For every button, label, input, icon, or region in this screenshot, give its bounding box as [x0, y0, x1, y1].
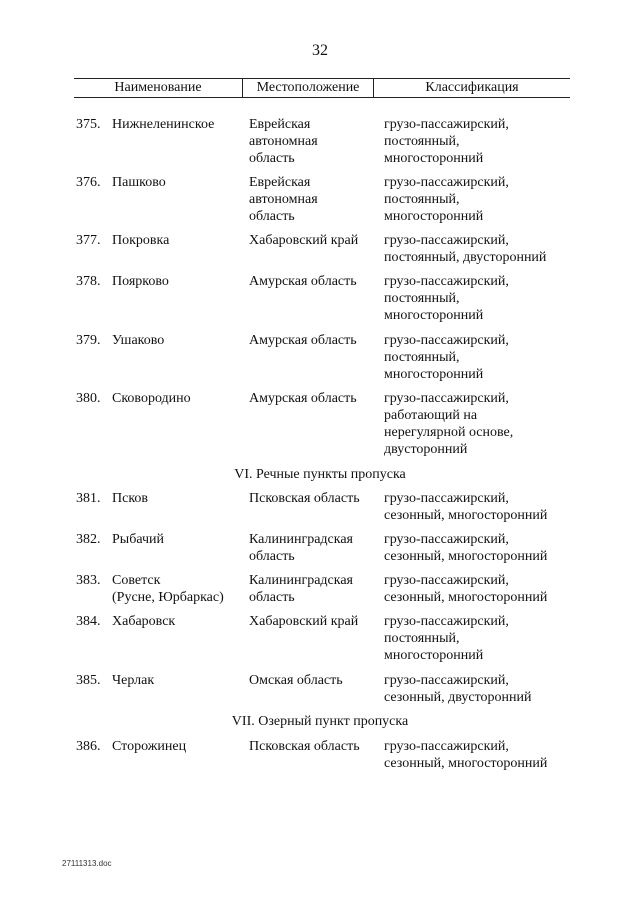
row-classification: грузо-пассажирский, постоянный, многосторонний: [384, 333, 509, 382]
page-number: 32: [312, 42, 328, 59]
row-classification: грузо-пассажирский, сезонный, двусторонний: [384, 673, 532, 705]
row-classification: грузо-пассажирский, сезонный, многосторонний: [384, 532, 548, 564]
row-name: Ушаково: [112, 333, 165, 348]
row-name: Черлак: [112, 673, 155, 688]
row-classification: грузо-пассажирский, сезонный, многосторонний: [384, 573, 548, 605]
row-classification: грузо-пассажирский, постоянный, многосторонний: [384, 614, 509, 663]
row-location: Калининградская область: [249, 532, 353, 564]
row-location: Амурская область: [249, 274, 357, 289]
row-number: 383.: [76, 573, 101, 588]
row-location: Калининградская область: [249, 573, 353, 605]
row-number: 384.: [76, 614, 101, 629]
row-number: 379.: [76, 333, 101, 348]
row-name: Хабаровск: [112, 614, 176, 629]
section-title: VII. Озерный пункт пропуска: [231, 714, 409, 729]
row-location: Псковская область: [249, 739, 360, 754]
row-name: Покровка: [112, 233, 170, 248]
row-name: Сковородино: [112, 391, 191, 406]
row-name: Рыбачий: [112, 532, 164, 547]
column-header-name: Наименование: [74, 79, 243, 97]
row-location: Еврейская автономная область: [249, 117, 318, 166]
row-number: 376.: [76, 175, 101, 190]
row-location: Амурская область: [249, 333, 357, 348]
document-filename: 27111313.doc: [62, 859, 112, 868]
row-number: 380.: [76, 391, 101, 406]
row-name: Сторожинец: [112, 739, 187, 754]
row-number: 377.: [76, 233, 101, 248]
row-name: Пашково: [112, 175, 166, 190]
row-classification: грузо-пассажирский, постоянный, многосторонний: [384, 175, 509, 224]
row-location: Хабаровский край: [249, 233, 359, 248]
row-name: Поярково: [112, 274, 169, 289]
row-number: 385.: [76, 673, 101, 688]
column-header-location: Местоположение: [243, 79, 374, 97]
row-location: Еврейская автономная область: [249, 175, 318, 224]
row-classification: грузо-пассажирский, сезонный, многосторонний: [384, 491, 548, 523]
row-classification: грузо-пассажирский, постоянный, многосторонний: [384, 117, 509, 166]
section-title: VI. Речные пункты пропуска: [234, 467, 406, 482]
row-classification: грузо-пассажирский, постоянный, многосторонний: [384, 274, 509, 323]
row-number: 382.: [76, 532, 101, 547]
row-name: Советск (Русне, Юрбаркас): [112, 573, 224, 605]
row-classification: грузо-пассажирский, работающий на нерегулярной основе, двусторонний: [384, 391, 514, 457]
row-classification: грузо-пассажирский, постоянный, двусторонний: [384, 233, 547, 265]
row-location: Псковская область: [249, 491, 360, 506]
row-number: 381.: [76, 491, 101, 506]
row-location: Омская область: [249, 673, 343, 688]
row-classification: грузо-пассажирский, сезонный, многосторонний: [384, 739, 548, 771]
row-number: 378.: [76, 274, 101, 289]
row-name: Псков: [112, 491, 149, 506]
row-location: Хабаровский край: [249, 614, 359, 629]
row-number: 375.: [76, 117, 101, 132]
column-header-classification: Классификация: [425, 80, 519, 95]
row-name: Нижнеленинское: [112, 117, 215, 132]
row-number: 386.: [76, 739, 101, 754]
table-header: [74, 78, 570, 98]
row-location: Амурская область: [249, 391, 357, 406]
